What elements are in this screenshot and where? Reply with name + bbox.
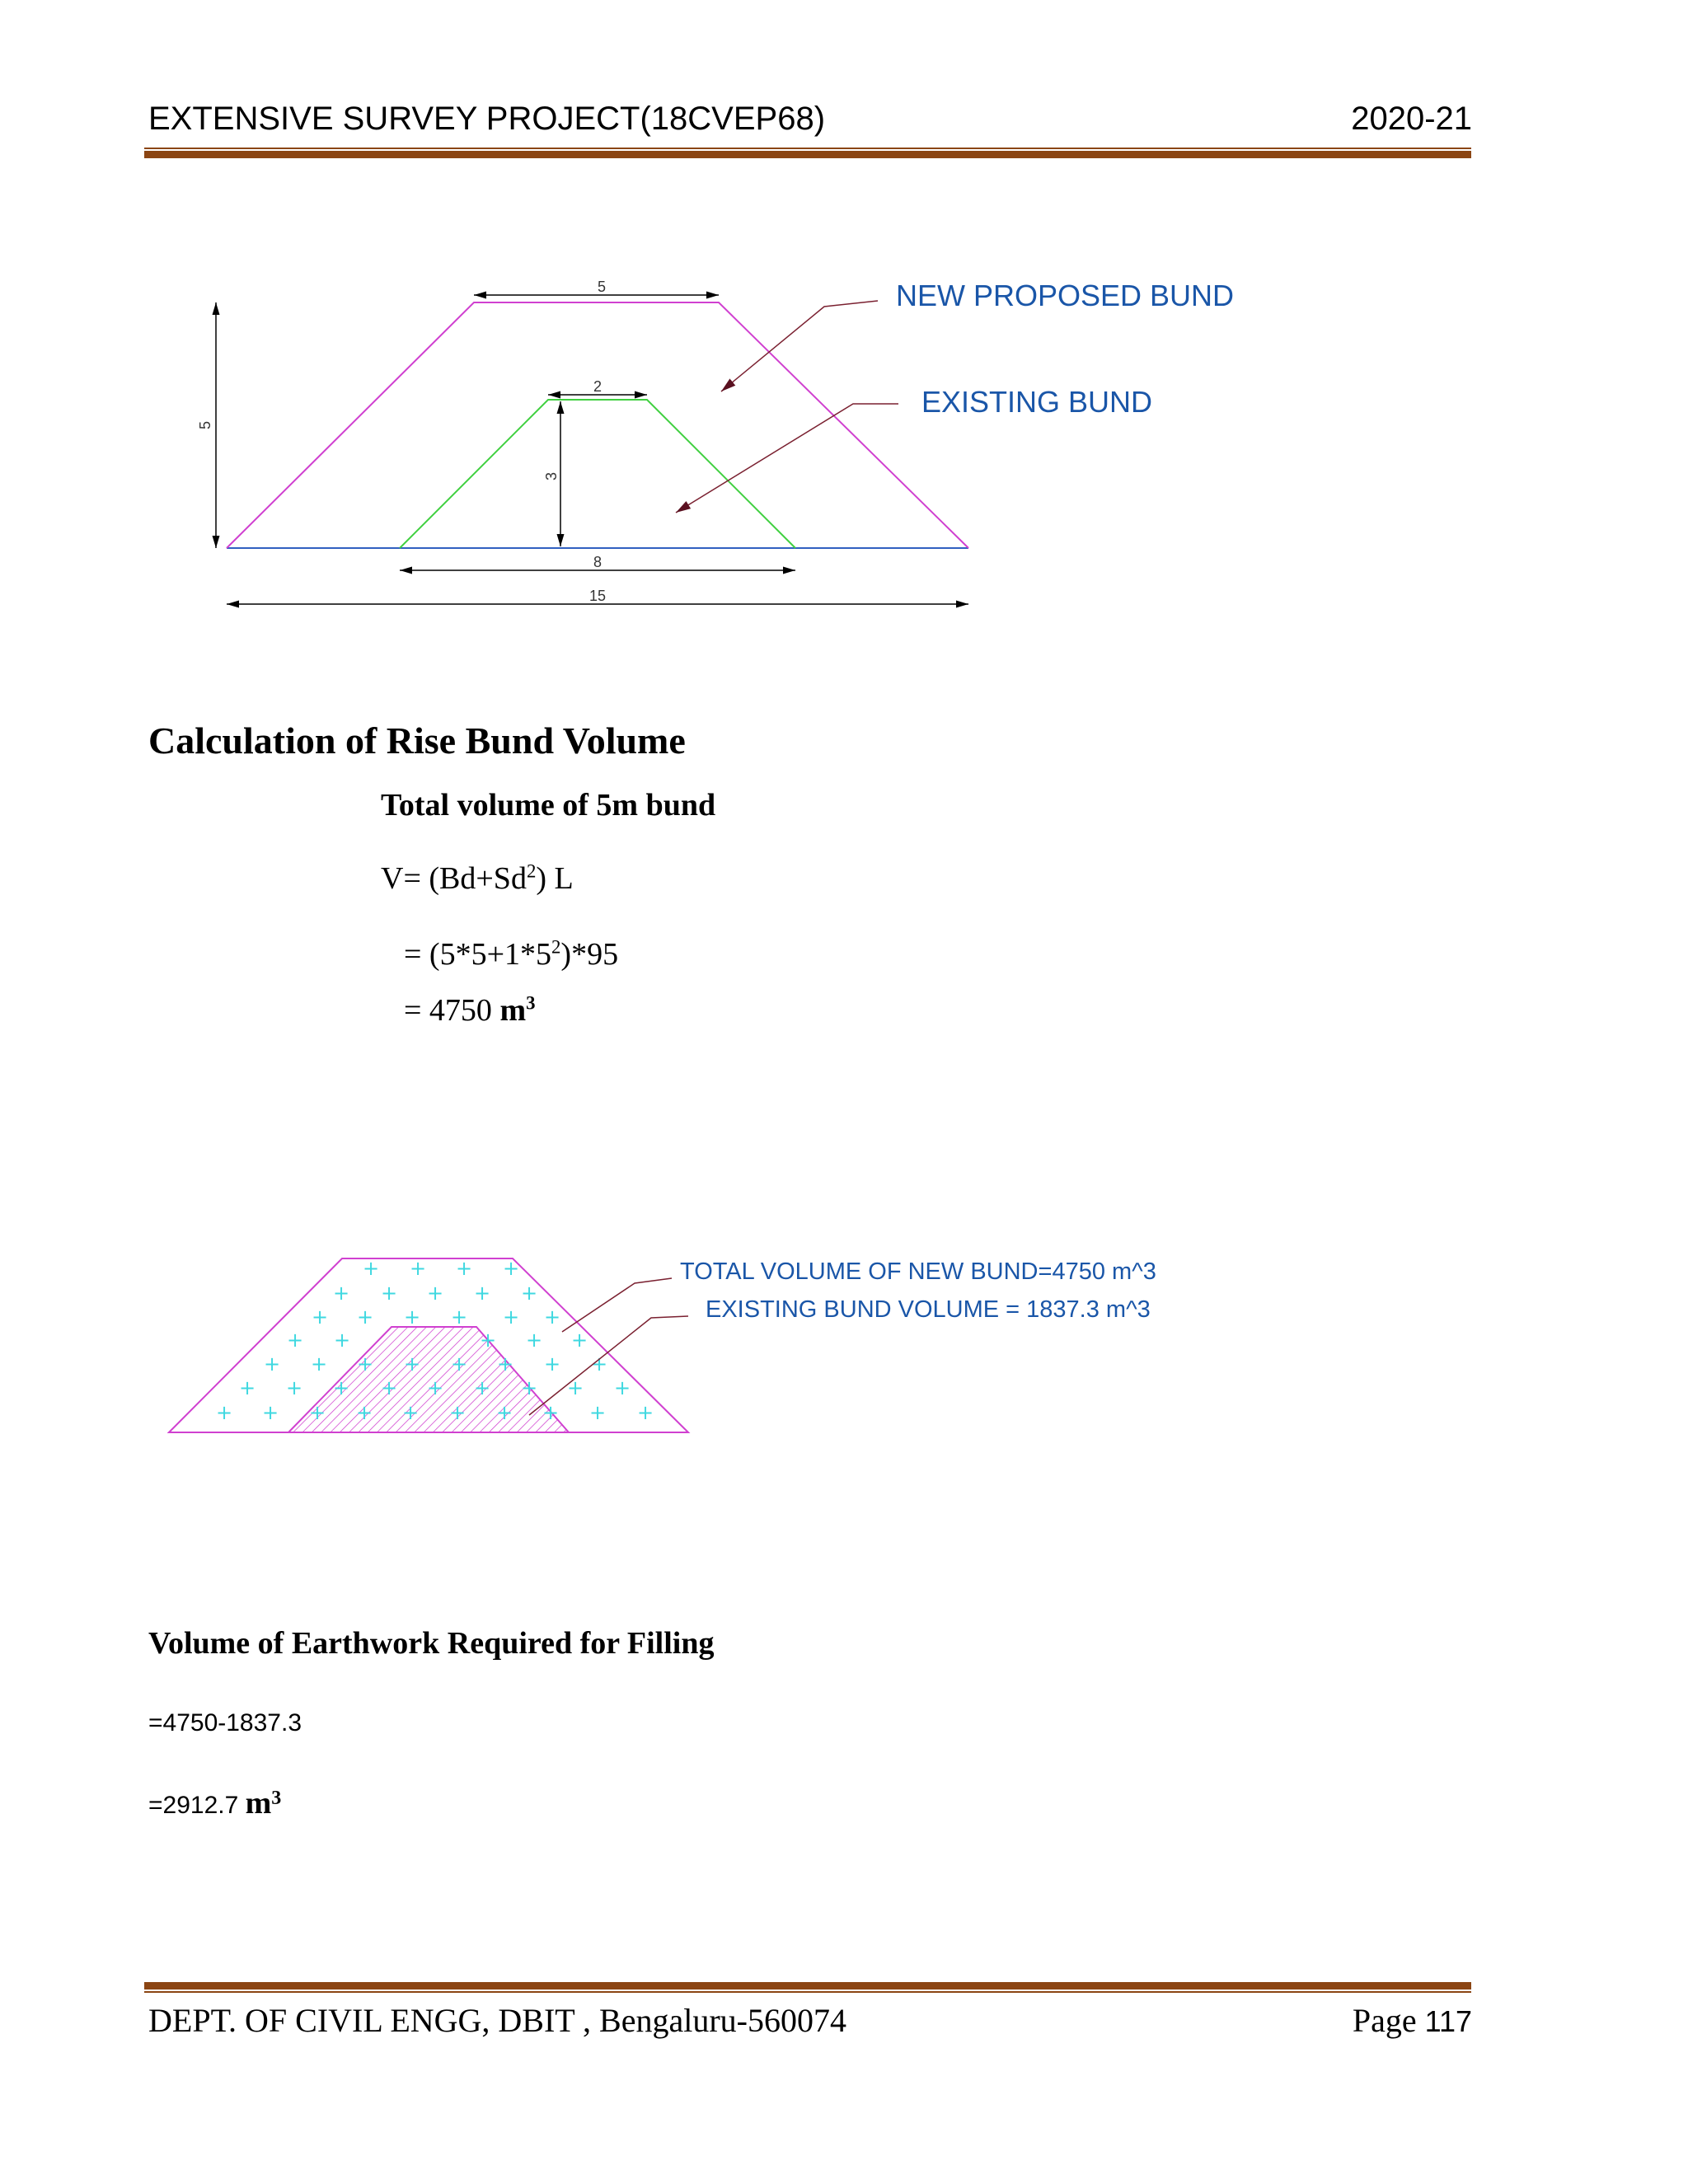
dim-height-new: 5 <box>197 420 213 430</box>
svg-text:+: + <box>614 1376 631 1399</box>
svg-text:+: + <box>451 1305 468 1329</box>
svg-text:+: + <box>521 1376 538 1399</box>
svg-text:+: + <box>312 1305 329 1329</box>
svg-text:+: + <box>262 1401 279 1424</box>
svg-text:+: + <box>216 1401 233 1424</box>
svg-text:+: + <box>404 1305 421 1329</box>
svg-text:+: + <box>333 1376 350 1399</box>
header-title: EXTENSIVE SURVEY PROJECT(18CVEP68) <box>148 101 826 137</box>
calculation-subheading: Total volume of 5m bund <box>381 788 716 823</box>
svg-text:+: + <box>239 1376 256 1399</box>
svg-text:+: + <box>589 1401 607 1424</box>
svg-text:+: + <box>451 1352 468 1376</box>
svg-text:+: + <box>497 1352 514 1376</box>
svg-text:+: + <box>503 1305 520 1329</box>
svg-text:+: + <box>427 1282 444 1305</box>
footer-department: DEPT. OF CIVIL ENGG, DBIT , Bengaluru-560074 <box>148 2002 846 2039</box>
existing-bund-outline <box>400 400 795 548</box>
svg-text:+: + <box>333 1282 350 1305</box>
dim-height-existing: 3 <box>543 471 560 481</box>
svg-text:+: + <box>404 1352 421 1376</box>
svg-text:+: + <box>591 1352 608 1376</box>
svg-text:+: + <box>427 1376 444 1399</box>
new-bund-outline <box>227 302 968 548</box>
footer-rule <box>144 1982 1471 1990</box>
svg-text:+: + <box>410 1257 427 1280</box>
label-new-proposed-bund: NEW PROPOSED BUND <box>896 279 1235 312</box>
svg-text:+: + <box>526 1329 543 1352</box>
svg-text:+: + <box>496 1401 513 1424</box>
svg-text:+: + <box>357 1352 374 1376</box>
dim-top-new: 5 <box>597 279 607 295</box>
svg-text:+: + <box>381 1282 398 1305</box>
label-total-volume-new-bund: TOTAL VOLUME OF NEW BUND=4750 m^3 <box>680 1258 1156 1285</box>
svg-text:+: + <box>363 1257 380 1280</box>
svg-text:+: + <box>480 1329 497 1352</box>
dim-top-existing: 2 <box>593 378 603 395</box>
volume-result: = 4750 $m^3$ <box>404 992 536 1028</box>
svg-text:+: + <box>402 1401 420 1424</box>
filling-result: =2912.7 $m^3$ <box>148 1786 282 1821</box>
svg-text:+: + <box>287 1329 304 1352</box>
svg-text:+: + <box>309 1401 326 1424</box>
header-year: 2020-21 <box>1351 101 1472 137</box>
svg-text:+: + <box>334 1329 351 1352</box>
svg-text:+: + <box>567 1376 584 1399</box>
svg-text:+: + <box>571 1329 588 1352</box>
dim-base-existing: 8 <box>593 554 603 570</box>
filling-expression: =4750-1837.3 <box>148 1709 302 1736</box>
svg-text:+: + <box>456 1257 473 1280</box>
volume-step-1: = $(5*5+1*5^2)*95$ <box>404 936 619 972</box>
svg-text:+: + <box>311 1352 328 1376</box>
label-existing-bund: EXISTING BUND <box>921 385 1153 419</box>
svg-text:+: + <box>286 1376 303 1399</box>
earthwork-filling-heading: Volume of Earthwork Required for Filling <box>148 1626 715 1661</box>
bund-volume-diagram <box>169 1257 1156 1432</box>
label-existing-bund-volume: EXISTING BUND VOLUME = 1837.3 m^3 <box>706 1296 1151 1323</box>
calculation-heading: Calculation of Rise Bund Volume <box>148 719 686 762</box>
svg-text:+: + <box>449 1401 467 1424</box>
svg-text:+: + <box>521 1282 538 1305</box>
volume-formula: $V= (Bd+Sd^2)$ L <box>381 860 574 896</box>
footer-page-number: Page 117 <box>1352 2002 1472 2039</box>
svg-text:+: + <box>474 1376 491 1399</box>
svg-text:+: + <box>474 1282 491 1305</box>
dim-base-new: 15 <box>588 588 607 604</box>
svg-text:+: + <box>381 1376 398 1399</box>
svg-text:+: + <box>356 1401 373 1424</box>
svg-text:+: + <box>544 1352 561 1376</box>
footer-rule-thin <box>144 1991 1471 1993</box>
svg-text:+: + <box>544 1305 561 1329</box>
svg-text:+: + <box>542 1401 560 1424</box>
svg-text:+: + <box>503 1257 520 1280</box>
svg-text:+: + <box>357 1305 374 1329</box>
svg-text:+: + <box>264 1352 281 1376</box>
svg-text:+: + <box>637 1401 654 1424</box>
